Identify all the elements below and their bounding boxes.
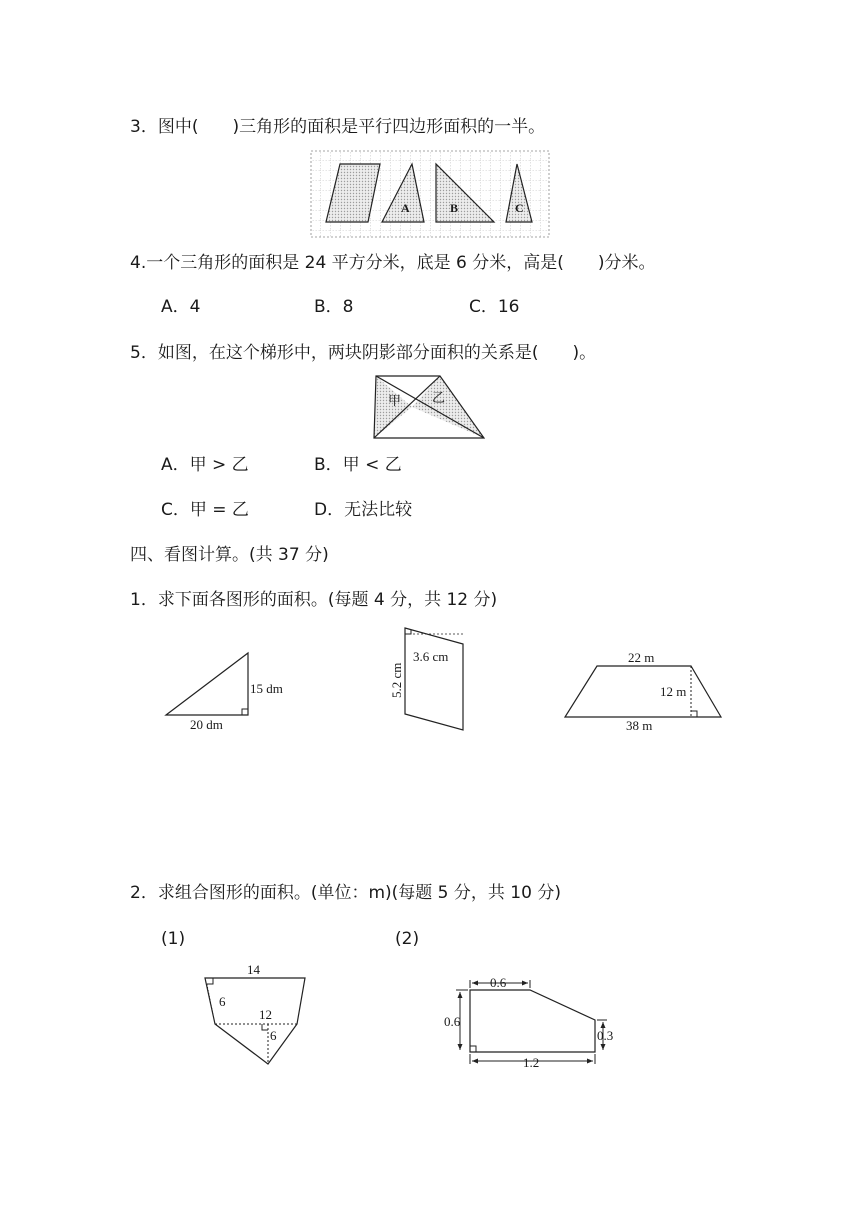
trapezoid-top-label: 22 m <box>628 650 655 665</box>
q5-option-b: B．甲 < 乙 <box>314 455 402 475</box>
parallelogram-shape <box>405 628 463 730</box>
right-angle-mark <box>405 630 411 634</box>
top-label: 0.6 <box>490 975 507 990</box>
right-angle-mark <box>207 978 213 984</box>
q5-option-c: C．甲 = 乙 <box>161 500 249 520</box>
right-label: 0.3 <box>597 1028 614 1043</box>
q5-option-a: A．甲 > 乙 <box>161 455 249 475</box>
q4-option-b: B．8 <box>314 297 354 317</box>
q5-stem: 5．如图，在这个梯形中，两块阴影部分面积的关系是( )。 <box>130 343 597 363</box>
shaded-yi <box>412 376 484 438</box>
q3-figure <box>310 150 550 238</box>
p1-triangle-figure <box>160 645 300 740</box>
p2-sub2: (2) <box>395 929 420 949</box>
p1-stem: 1．求下面各图形的面积。(每题 4 分，共 12 分) <box>130 590 498 610</box>
right-angle-mark <box>242 709 248 715</box>
right-angle-mark-2 <box>262 1024 268 1030</box>
q4-option-c: C．16 <box>469 297 520 317</box>
mid-label: 12 <box>259 1007 272 1022</box>
trapezoid-bottom-label: 38 m <box>626 718 653 733</box>
p2-composite-figure-2 <box>440 966 630 1072</box>
right-triangle <box>166 653 248 715</box>
top-label: 14 <box>247 962 260 977</box>
left-label: 0.6 <box>444 1014 461 1029</box>
label-a: A <box>401 201 410 215</box>
p2-stem: 2．求组合图形的面积。(单位：m)(每题 5 分，共 10 分) <box>130 883 561 903</box>
trapezoid-height-label: 12 m <box>660 684 687 699</box>
trapezoid-shape <box>565 666 721 717</box>
right-angle-mark <box>470 1046 476 1052</box>
triangle-base-label: 20 dm <box>190 717 223 732</box>
parallelogram-side-label: 5.2 cm <box>389 662 404 698</box>
p2-composite-figure-1 <box>195 958 315 1070</box>
q5-option-d: D．无法比较 <box>314 500 413 520</box>
label-c: C <box>515 201 524 215</box>
p2-sub1: (1) <box>161 929 186 949</box>
low-label: 6 <box>270 1028 277 1043</box>
q4-stem: 4.一个三角形的面积是 24 平方分米，底是 6 分米，高是( )分米。 <box>130 253 656 273</box>
q5-trapezoid-figure <box>370 372 490 442</box>
label-yi: 乙 <box>432 390 446 405</box>
p1-parallelogram-figure <box>385 622 475 737</box>
q3-stem: 3．图中( )三角形的面积是平行四边形面积的一半。 <box>130 117 546 137</box>
composite-outline <box>470 990 595 1052</box>
left-label: 6 <box>219 994 226 1009</box>
right-angle-mark <box>691 711 697 717</box>
q4-option-a: A．4 <box>161 297 201 317</box>
parallelogram-height-label: 3.6 cm <box>413 649 449 664</box>
composite-outline <box>205 978 305 1064</box>
label-b: B <box>450 201 459 215</box>
label-jia: 甲 <box>388 393 402 408</box>
p1-trapezoid-figure <box>560 648 730 738</box>
section-title: 四、看图计算。(共 37 分) <box>130 545 329 565</box>
triangle-height-label: 15 dm <box>250 681 283 696</box>
bottom-label: 1.2 <box>523 1055 540 1070</box>
